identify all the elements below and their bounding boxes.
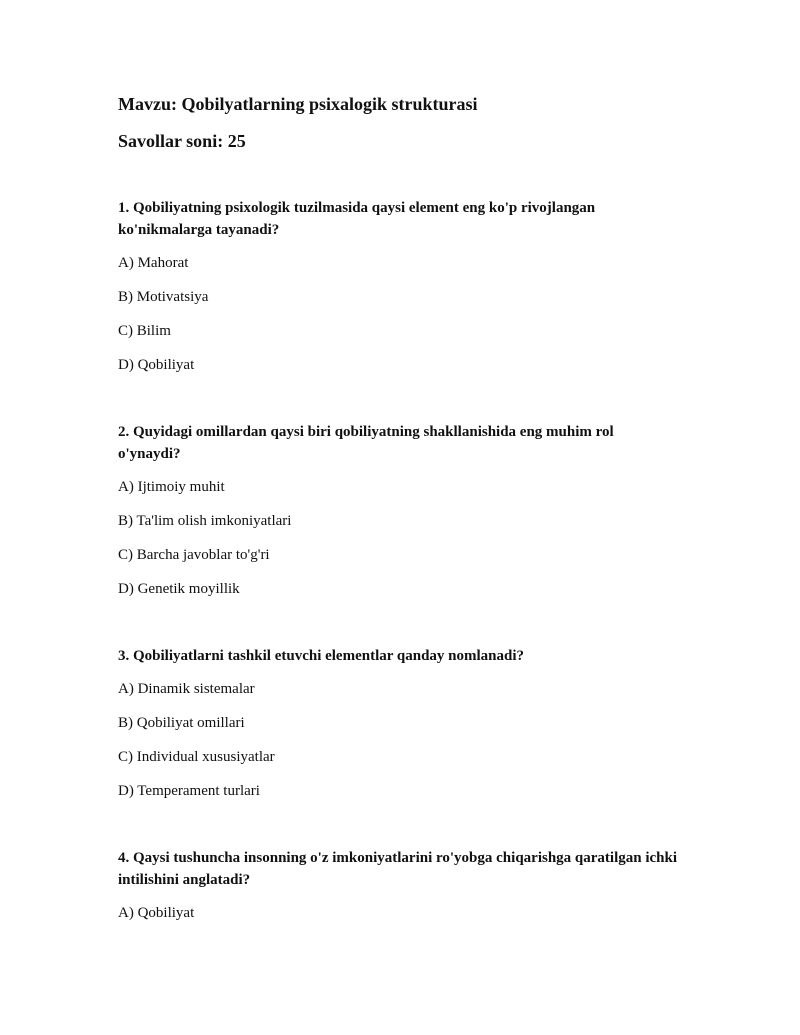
question-count: Savollar soni: 25 [118,131,246,151]
question-text: 1. Qobiliyatning psixologik tuzilmasida qaysi element eng ko'p rivojlangan ko'nikmalarga tayanadi? [118,200,596,238]
answer-option: B) Motivatsiya [118,289,209,305]
question-text: 3. Qobiliyatlarni tashkil etuvchi elementlar qanday nomlanadi? [118,648,525,664]
topic-heading: Mavzu: Qobilyatlarning psixalogik strukturasi [118,94,478,114]
question-4 [118,847,678,924]
document-content [118,93,678,924]
answer-option: C) Barcha javoblar to'g'ri [118,547,270,563]
answer-option: C) Bilim [118,323,171,339]
question-2 [118,421,678,600]
answer-option: A) Mahorat [118,255,189,271]
answer-option: B) Ta'lim olish imkoniyatlari [118,513,292,529]
answer-option: D) Temperament turlari [118,783,260,799]
answer-option: C) Individual xususiyatlar [118,749,275,765]
question-3 [118,645,678,802]
answer-option: A) Ijtimoiy muhit [118,479,225,495]
question-text: 4. Qaysi tushuncha insonning o'z imkoniyatlarini ro'yobga chiqarishga qaratilgan ichki intilishini anglatadi? [118,850,678,888]
answer-option: D) Qobiliyat [118,357,195,373]
question-1 [118,197,678,376]
answer-option: D) Genetik moyillik [118,581,240,597]
question-text: 2. Quyidagi omillardan qaysi biri qobiliyatning shakllanishida eng muhim rol o'ynaydi? [118,424,614,462]
answer-option: A) Qobiliyat [118,905,195,921]
answer-option: B) Qobiliyat omillari [118,715,245,731]
answer-option: A) Dinamik sistemalar [118,681,255,697]
